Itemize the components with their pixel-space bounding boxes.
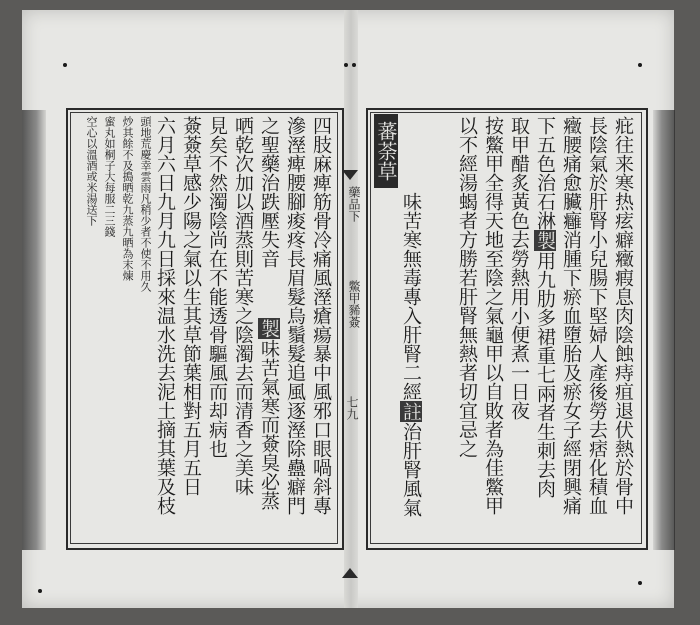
- left-col-2: 滲溼痺腰腳痠疼長眉髮烏鬚髮追風逐溼除蠱癖門: [284, 116, 306, 515]
- left-col-3-tail: 治跌壓失音: [258, 173, 280, 268]
- left-col-6: 薟薟草感少陽之氣以生其草節葉相對五月五日: [180, 116, 202, 496]
- banxin-section: 藥品下: [347, 186, 361, 222]
- right-col-2: 長陰氣於肝腎小兒腸下堅婦人產後勞去痞化積血: [586, 116, 608, 515]
- right-col-5: 取甲醋炙黃色去勞熱用小便煮一日夜: [508, 116, 530, 420]
- ink-dot: [344, 63, 348, 67]
- banxin-page-number: 七九: [345, 396, 359, 420]
- ink-dot: [352, 63, 356, 67]
- small-note-4: 空心以溫酒或米湯送下: [85, 116, 98, 226]
- taste-text: 味苦寒無毒專入肝腎二經: [400, 192, 422, 401]
- right-col-1: 疪往来寒热痃癖癥瘕息肉陰蝕痔疽退伏熱於骨中: [612, 116, 634, 515]
- ink-dot: [638, 581, 642, 585]
- fish-tail-mark: [342, 568, 358, 578]
- right-col-6: 按鱉甲全得天地至陰之氣龜甲以自敗者為佳鱉甲: [482, 116, 504, 515]
- small-note-2: 炒其餘不及搗晒乾九蒸九晒為末煉: [121, 116, 134, 281]
- zhi-tag-text: 用九肋多裙重七兩者生刺去肉: [534, 251, 556, 498]
- left-col-4: 哂乾次加以酒蒸則苦寒之陰濁去而清香之美味: [232, 116, 254, 496]
- small-note-1: 頭地荒慶幸雲雨凡稍少者不使不用久: [139, 116, 152, 292]
- left-zhi-text: 味苦氣寒而薟臭必蒸: [258, 339, 280, 510]
- left-col-3-text: 之聖藥: [258, 116, 280, 173]
- ink-dot: [638, 63, 642, 67]
- right-col-4: [534, 116, 556, 542]
- right-col-3: 癥腰痛愈臟癰消腫下瘀血墮胎及瘀女子經閉興痛: [560, 116, 582, 515]
- ink-dot: [63, 63, 67, 67]
- left-col-5: 見矣不然濁陰尚在不能透骨驅風而却病也: [206, 116, 228, 458]
- left-col-1: 四肢麻痺筋骨冷痛風溼瘡瘍暴中風邪口眼喎斜專: [310, 116, 332, 515]
- small-note-3: 蜜丸如桐子大每服二三錢: [103, 116, 116, 237]
- right-col-4-text: 下五色治石淋: [534, 116, 556, 230]
- zhu-tag: 註: [400, 402, 422, 421]
- right-col-7: 以不經湯蝎者方勝若肝腎無熱者切宜忌之: [456, 116, 478, 458]
- left-zhi-column: [258, 318, 280, 540]
- herb-title-box: 蕃荼草: [374, 114, 398, 188]
- ink-dot: [38, 589, 42, 593]
- right-col-taste: [400, 192, 422, 542]
- left-zhi-tag: 製: [258, 319, 280, 338]
- banxin-center-column: [338, 170, 366, 580]
- banxin-item: 鱉甲豨薟: [347, 280, 361, 328]
- left-page-edge: [22, 110, 46, 550]
- zhi-tag: 製: [534, 231, 556, 250]
- right-page-edge: [653, 110, 675, 550]
- left-col-7: 六月六日九月九日採來温水洗去泥土摘其葉及枝: [154, 116, 176, 515]
- zhu-tag-text: 治肝腎風氣: [400, 422, 422, 517]
- fish-tail-mark: [342, 170, 358, 180]
